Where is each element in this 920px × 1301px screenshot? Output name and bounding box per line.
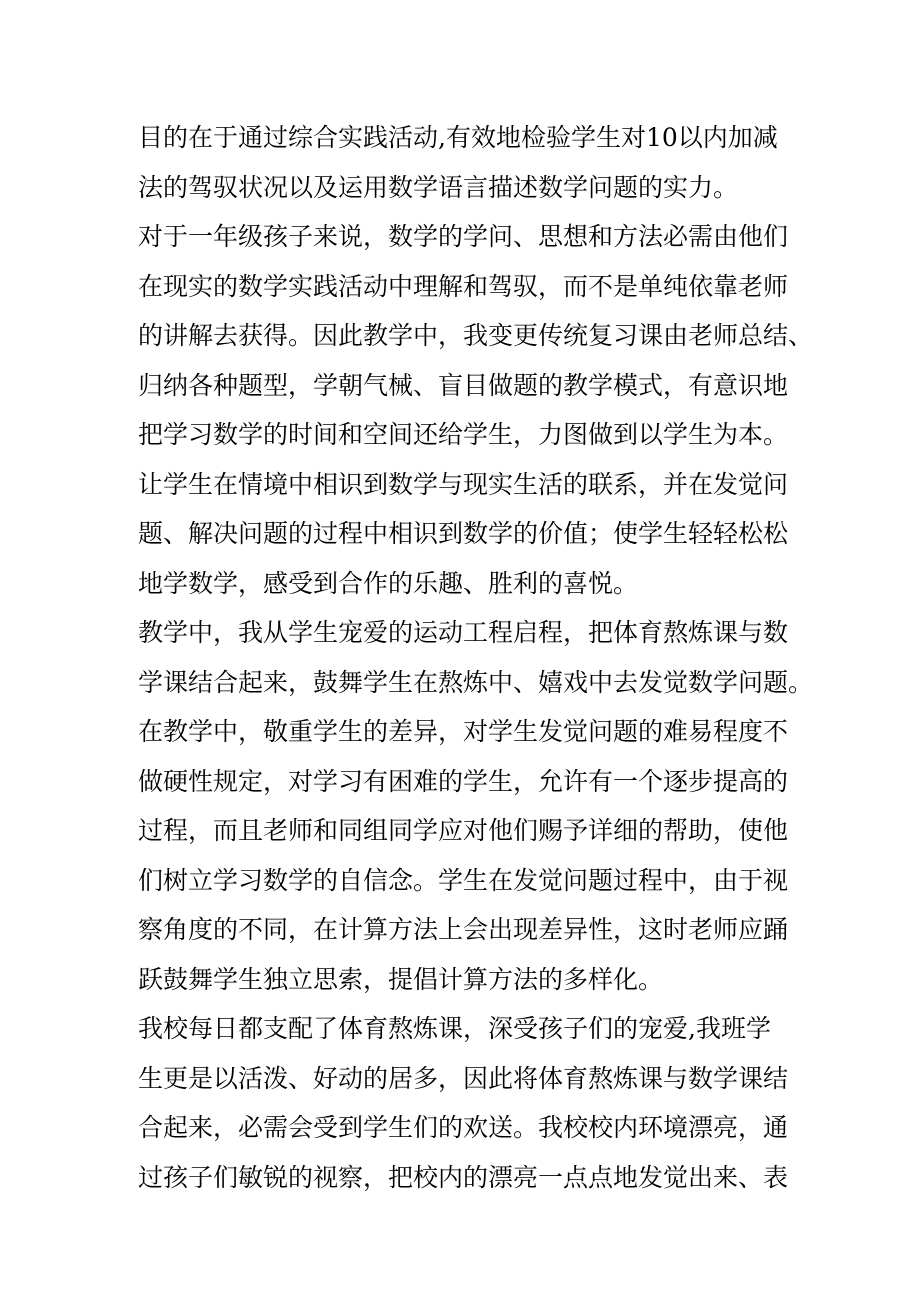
text-line: 把学习数学的时间和空间还给学生，力图做到以学生为本。 <box>138 420 789 449</box>
text-line: 在现实的数学实践活动中理解和驾驭，而不是单纯依靠老师 <box>138 271 789 301</box>
text-line: 生更是以活泼、好动的居多，因此将体育熬炼课与数学课结 <box>138 1063 789 1093</box>
text-line: 让学生在情境中相识到数学与现实生活的联系，并在发觉问 <box>138 469 789 499</box>
text-line: 对于一年级孩子来说，数学的学问、思想和方法必需由他们 <box>138 222 789 251</box>
text-line: 们树立学习数学的自信念。学生在发觉问题过程中，由于视 <box>138 865 789 895</box>
text-line: 过程，而且老师和同组同学应对他们赐予详细的帮助，使他 <box>138 816 789 845</box>
text-line: 的讲解去获得。因此教学中，我变更传统复习课由老师总结、 <box>138 321 814 350</box>
text-line: 教学中，我从学生宠爱的运动工程启程，把体育熬炼课与数 <box>138 618 789 647</box>
text-line: 学课结合起来，鼓舞学生在熬炼中、嬉戏中去发觉数学问题。 <box>138 667 814 697</box>
text-line: 察角度的不同，在计算方法上会出现差异性，这时老师应踊 <box>138 915 789 944</box>
text-line: 我校每日都支配了体育熬炼课，深受孩子们的宠爱,我班学 <box>138 1014 771 1043</box>
body-text <box>138 113 838 1202</box>
text-line: 目的在于通过综合实践活动,有效地检验学生对10以内加减 <box>138 123 778 152</box>
text-line: 做硬性规定，对学习有困难的学生，允许有一个逐步提高的 <box>138 766 789 796</box>
text-line: 过孩子们敏锐的视察，把校内的漂亮一点点地发觉出来、表 <box>138 1162 789 1192</box>
text-line: 在教学中，敬重学生的差异，对学生发觉问题的难易程度不 <box>138 717 789 746</box>
text-line: 法的驾驭状况以及运用数学语言描述数学问题的实力。 <box>138 172 739 202</box>
text-line: 跃鼓舞学生独立思索，提倡计算方法的多样化。 <box>138 964 664 994</box>
text-line: 地学数学，感受到合作的乐趣、胜利的喜悦。 <box>138 568 639 598</box>
text-line: 归纳各种题型，学朝气械、盲目做题的教学模式，有意识地 <box>138 370 789 400</box>
text-line: 合起来，必需会受到学生们的欢送。我校校内环境漂亮，通 <box>138 1113 789 1142</box>
text-line: 题、解决问题的过程中相识到数学的价值；使学生轻轻松松 <box>138 519 789 548</box>
